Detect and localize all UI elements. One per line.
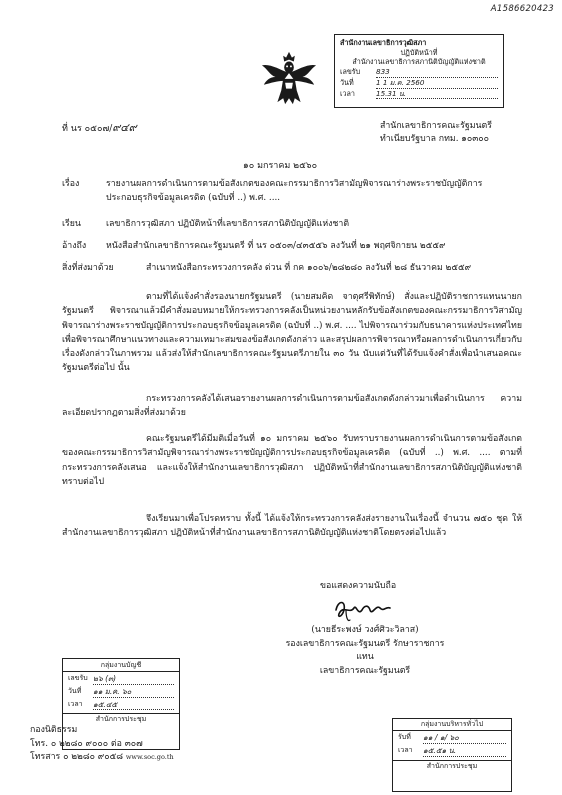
subject-label: เรื่อง — [62, 179, 80, 189]
contact-tel: โทร. ๐ ๒๒๘๐ ๙๐๐๐ ต่อ ๓๐๗ — [30, 738, 143, 749]
signer-title-2: เลขาธิการคณะรัฐมนตรี — [319, 665, 411, 676]
stamp-number-label: เลขรับ — [340, 67, 361, 77]
body-paragraph-3: คณะรัฐมนตรีได้มีมติเมื่อวันที่ ๑๐ มกราคม ๒๕๖๐ รับทราบรายงานผลการดำเนินการตามข้อสังเกตของคณะกรรมาธิการวิสามัญพิจารณาร่างพระราชบัญญัติการประกอบธุรกิจข้อมูลเครดิต (ฉบับที่ ..) พ.ศ. .... ตามที่กระทรวงการคลังเสนอ และแจ้งให้สำนักงานเลขาธิการวุฒิสภา ปฏิบัติหน้าที่สำนักงานเลขาธิการสภานิติบัญญัติแห่งชาติทราบต่อไป — [62, 434, 522, 487]
attachment-field — [62, 262, 532, 276]
stamp-time-label: เวลา — [340, 88, 355, 98]
meeting-stamp-date-label: วันที่ — [68, 686, 82, 695]
document-number-handwritten: ๙๔๙ — [112, 121, 137, 134]
admin-stamp-time-row — [398, 746, 506, 757]
reference-text: หนังสือสำนักเลขาธิการคณะรัฐมนตรี ที่ นร ๐๕๐๓/๔๓๕๕๖ ลงวันที่ ๒๑ พฤศจิกายน ๒๕๕๙ — [106, 241, 446, 251]
meeting-stamp-time-value: ๑๕.๔๕ — [93, 700, 174, 711]
contact-dept: กองนิติธรรม — [30, 725, 78, 735]
document-number — [62, 120, 137, 136]
subject-text: รายงานผลการดำเนินการตามข้อสังเกตของคณะกรรมาธิการวิสามัญพิจารณาร่างพระราชบัญญัติการประกอบธุรกิจข้อมูลเครดิต (ฉบับที่ ..) พ.ศ. .... — [106, 179, 483, 203]
recipient-text: เลขาธิการวุฒิสภา ปฏิบัติหน้าที่เลขาธิการสภานิติบัญญัติแห่งชาติ — [106, 219, 350, 229]
received-stamp — [334, 34, 504, 108]
contact-fax: โทรสาร ๐ ๒๒๘๐ ๙๐๕๘ — [30, 752, 124, 763]
admin-stamp-head: กลุ่มงานบริหารทั่วไป — [393, 720, 511, 731]
stamp-date-value: 1 1 ม.ค. 2560 — [376, 78, 498, 89]
issuer-block — [380, 120, 492, 146]
recipient-label: เรียน — [62, 219, 81, 229]
issuer-line2: ทำเนียบรัฐบาล กทม. ๑๐๓๐๐ — [380, 134, 490, 145]
admin-stamp-date-value: ๑๑ / ๑/ ๖๐ — [423, 733, 506, 744]
stamp-number-row — [340, 67, 498, 78]
contact-fax-note: www.soc.go.th — [125, 753, 174, 762]
subject-field — [62, 178, 512, 205]
stamp-date-label: วันที่ — [340, 77, 354, 87]
meeting-stamp-date-row — [68, 687, 174, 698]
document-id: A1586620423 — [490, 4, 554, 14]
meeting-stamp-number-value: ๒๖ (๓) — [93, 674, 174, 685]
meeting-stamp-time-row — [68, 700, 174, 711]
meeting-stamp-number-row — [68, 674, 174, 685]
closing-text: ขอแสดงความนับถือ — [320, 581, 397, 591]
stamp-org2: สำนักงานเลขาธิการสภานิติบัญญัติแห่งชาติ — [352, 57, 486, 67]
admin-stamp-time-label: เวลา — [398, 745, 413, 754]
garuda-emblem-icon — [260, 48, 318, 106]
signer-block — [280, 624, 450, 679]
admin-stamp-foot: สำนักการประชุม — [393, 760, 511, 771]
admin-stamp-date-row — [398, 733, 506, 744]
stamp-number-value: 833 — [376, 67, 498, 78]
attachment-label: สิ่งที่ส่งมาด้วย — [62, 263, 114, 273]
body-paragraph-4: จึงเรียนมาเพื่อโปรดทราบ ทั้งนี้ ได้แจ้งให้กระทรวงการคลังส่งรายงานในเรื่องนี้ จำนวน ๗๕๐ ชุด ให้สำนักงานเลขาธิการวุฒิสภา ปฏิบัติหน้าที่สำนักงานเลขาธิการสภานิติบัญญัติแห่งชาติโดยตรงต่อไปแล้ว — [62, 514, 522, 539]
reference-label: อ้างถึง — [62, 241, 87, 251]
stamp-time-value: 15.31 น. — [376, 89, 498, 100]
contact-fax-row — [30, 751, 174, 765]
recipient-field — [62, 218, 512, 232]
stamp-org: สำนักงานเลขาธิการวุฒิสภา — [340, 38, 427, 47]
document-date: ๑๐ มกราคม ๒๕๖๐ — [243, 161, 318, 171]
meeting-stamp-time-label: เวลา — [68, 699, 83, 708]
admin-stamp-date-label: รับที่ — [398, 733, 411, 742]
stamp-time-row — [340, 89, 498, 100]
reference-field — [62, 240, 522, 254]
admin-stamp — [392, 718, 512, 792]
body-paragraph-1: ตามที่ได้แจ้งคำสั่งรองนายกรัฐมนตรี (นายสมคิด จาตุศรีพิทักษ์) สั่งและปฏิบัติราชการแทนนายกรัฐมนตรี พิจารณาแล้วมีคำสั่งมอบหมายให้กระทรวงการคลังเป็นหน่วยงานหลักรับข้อสังเกตของคณะกรรมาธิการวิสามัญพิจารณาร่างพระราชบัญญัติการประกอบธุรกิจข้อมูลเครดิต (ฉบับที่ ..) พ.ศ. .... ไปพิจารณาร่วมกับธนาคารแห่งประเทศไทยเพื่อพิจารณาศึกษาแนวทางและความเหมาะสมของข้อสังเกตดังกล่าว และสรุปผลการพิจารณาหรือผลการดำเนินการเกี่ยวกับเรื่องดังกล่าวในภาพรวม แล้วส่งให้สำนักเลขาธิการคณะรัฐมนตรีภายใน ๓๐ วัน นับแต่วันที่ได้รับแจ้งคำสั่งเพื่อนำเสนอคณะรัฐมนตรีต่อไป นั้น — [62, 292, 522, 374]
meeting-stamp-date-value: ๑๑ ม.ค. ๖๐ — [93, 687, 174, 698]
body-paragraph-2: กระทรวงการคลังได้เสนอรายงานผลการดำเนินการตามข้อสังเกตดังกล่าวมาเพื่อดำเนินการ ความละเอียดปรากฏตามสิ่งที่ส่งมาด้วย — [62, 394, 522, 419]
admin-stamp-time-value: ๑๕.๕๑ น. — [423, 746, 506, 757]
meeting-stamp-foot: สำนักการประชุม — [63, 713, 179, 724]
signature-icon — [332, 596, 394, 624]
issuer-line1: สำนักเลขาธิการคณะรัฐมนตรี — [380, 121, 492, 131]
signer-title-1: รองเลขาธิการคณะรัฐมนตรี รักษาราชการแทน — [285, 638, 445, 663]
stamp-date-row — [340, 78, 498, 89]
signer-name: (นายธีระพงษ์ วงศ์ศิวะวิลาส) — [311, 625, 419, 635]
contact-block — [30, 724, 174, 765]
meeting-stamp-head: กลุ่มงานบัญชี — [63, 661, 179, 672]
document-number-prefix: ที่ นร ๐๕๐๗/ — [62, 124, 113, 134]
meeting-stamp-number-label: เลขรับ — [68, 674, 88, 683]
stamp-role: ปฏิบัติหน้าที่ — [400, 47, 438, 57]
attachment-text: สำเนาหนังสือกระทรวงการคลัง ด่วน ที่ กค ๑๐๐๖/๒๘๒๘๐ ลงวันที่ ๒๘ ธันวาคม ๒๕๕๙ — [146, 263, 472, 273]
